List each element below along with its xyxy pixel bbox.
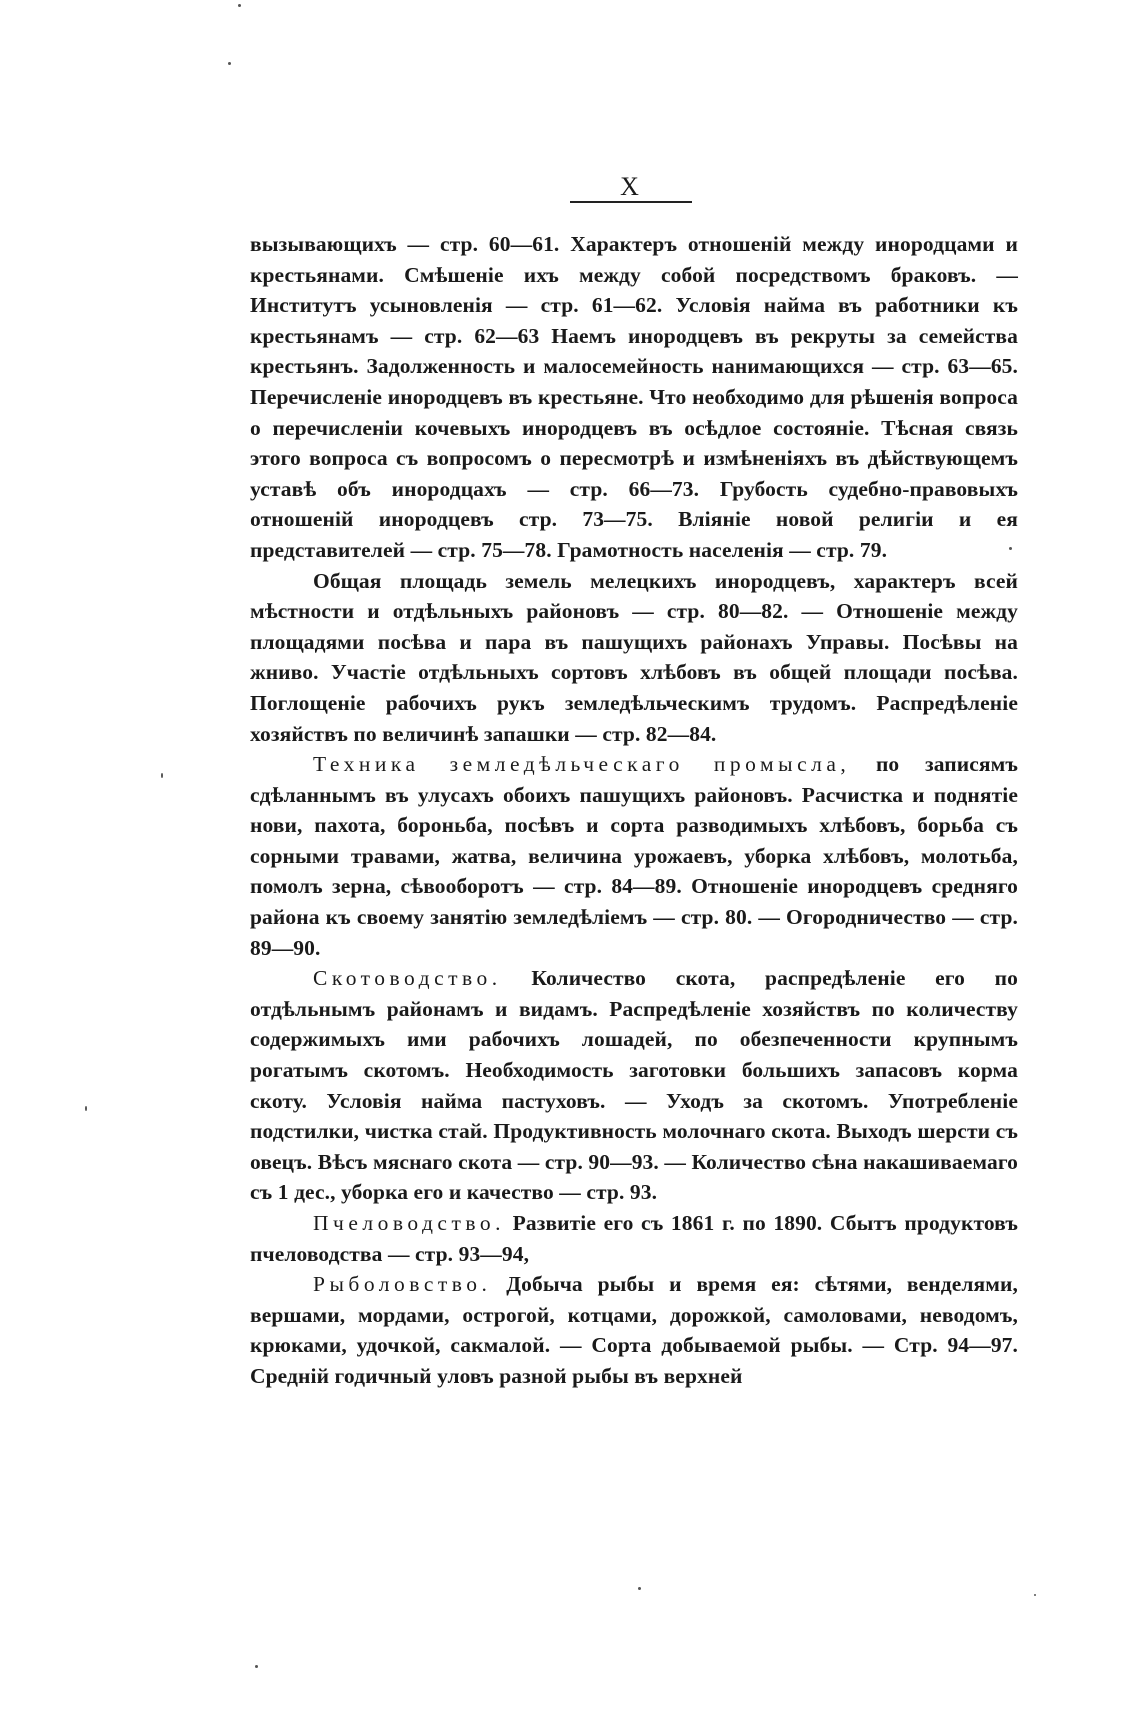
scan-speck	[238, 4, 241, 7]
scan-speck	[161, 773, 163, 778]
paragraph-1: вызывающихъ — стр. 60—61. Характеръ отношеній между инородцами и крестьянами. Смѣшеніе ихъ между собой посредствомъ браковъ. — Институтъ усыновленія — стр. 61—62. Условія найма въ работники къ крестьянамъ — стр. 62—63 Наемъ инородцевъ въ рекруты за семейства крестьянъ. Задолженность и малосемейность нанимающихся — стр. 63—65. Перечисленіе инородцевъ въ крестьяне. Что необходимо для рѣшенія вопроса о перечисленіи кочевыхъ инородцевъ въ осѣдлое состояніе. Тѣсная связь этого вопроса съ вопросомъ о пересмотрѣ и измѣненіяхъ въ дѣйствующемъ уставѣ объ инородцахъ — стр. 66—73. Грубость судебно-правовыхъ отношеній инородцевъ стр. 73—75. Вліяніе новой религіи и ея представителей — стр. 75—78. Грамотность населенія — стр. 79.	[250, 232, 1018, 562]
section-heading-livestock: Скотоводство.	[313, 966, 502, 991]
paragraph-6	[250, 1269, 1018, 1391]
section-heading-beekeeping: Пчеловодство.	[313, 1211, 506, 1235]
scan-speck	[255, 1665, 258, 1668]
paragraph-3-text: по записямъ сдѣланнымъ въ улусахъ обоихъ пашущихъ районовъ. Расчистка и поднятіе нови, пахота, бороньба, посѣвъ и сорта разводимыхъ хлѣбовъ, борьба съ сорными травами, жатва, величина урожаевъ, уборка хлѣбовъ, молотьба, помолъ зерна, сѣвооборотъ — стр. 84—89. Отношеніе инородцевъ средняго района къ своему занятію земледѣліемъ — стр. 80. — Огородничество — стр. 89—90.	[250, 752, 1018, 960]
scan-speck	[1034, 1594, 1036, 1596]
paragraph-3	[250, 749, 1018, 963]
paragraph-4-text: Количество скота, распредѣленіе его по отдѣльнымъ районамъ и видамъ. Распредѣленіе хозяйствъ по количеству содержимыхъ ими рабочихъ лошадей, по обезпеченности крупнымъ рогатымъ скотомъ. Необходимость заготовки большихъ запасовъ корма скоту. Условія найма пастуховъ. — Уходъ за скотомъ. Употребленіе подстилки, чистка стай. Продуктивность молочнаго скота. Выходъ шерсти съ овецъ. Вѣсъ мяснаго скота — стр. 90—93. — Количество сѣна накашиваемаго съ 1 дес., уборка его и качество — стр. 93.	[250, 966, 1018, 1205]
body-text	[250, 229, 1018, 1392]
section-heading-fishing: Рыболовство.	[313, 1272, 492, 1297]
scan-speck	[85, 1106, 87, 1111]
scan-speck	[228, 62, 231, 65]
scan-speck	[638, 1587, 641, 1590]
scan-speck	[1009, 547, 1012, 550]
page-number-rule	[570, 201, 692, 203]
paragraph-4	[250, 963, 1018, 1208]
paragraph-2: Общая площадь земель мелецкихъ инородцевъ, характеръ всей мѣстности и отдѣльныхъ районовъ — стр. 80—82. — Отношеніе между площадями посѣва и пара въ пашущихъ районахъ Управы. Посѣвы на жниво. Участіе отдѣльныхъ сортовъ хлѣбовъ въ общей площади посѣва. Поглощеніе рабочихъ рукъ земледѣльческимъ трудомъ. Распредѣленіе хозяйствъ по величинѣ запашки — стр. 82—84.	[250, 568, 1018, 746]
page-number: X	[620, 172, 640, 201]
paragraph-5-text: Развитіе его съ 1861 г. по 1890. Сбытъ продуктовъ пчеловодства — стр. 93—94,	[250, 1211, 1018, 1266]
section-heading-agriculture: Техника земледѣльческаго промысла,	[313, 752, 851, 777]
paragraph-6-text: Добыча рыбы и время ея: сѣтями, венделями, вершами, мордами, острогой, котцами, дорожкой, самоловами, неводомъ, крюками, удочкой, сакмалой. — Сорта добываемой рыбы. — Стр. 94—97. Средній годичный уловъ разной рыбы въ верхней	[250, 1272, 1018, 1388]
paragraph-5	[250, 1208, 1018, 1269]
